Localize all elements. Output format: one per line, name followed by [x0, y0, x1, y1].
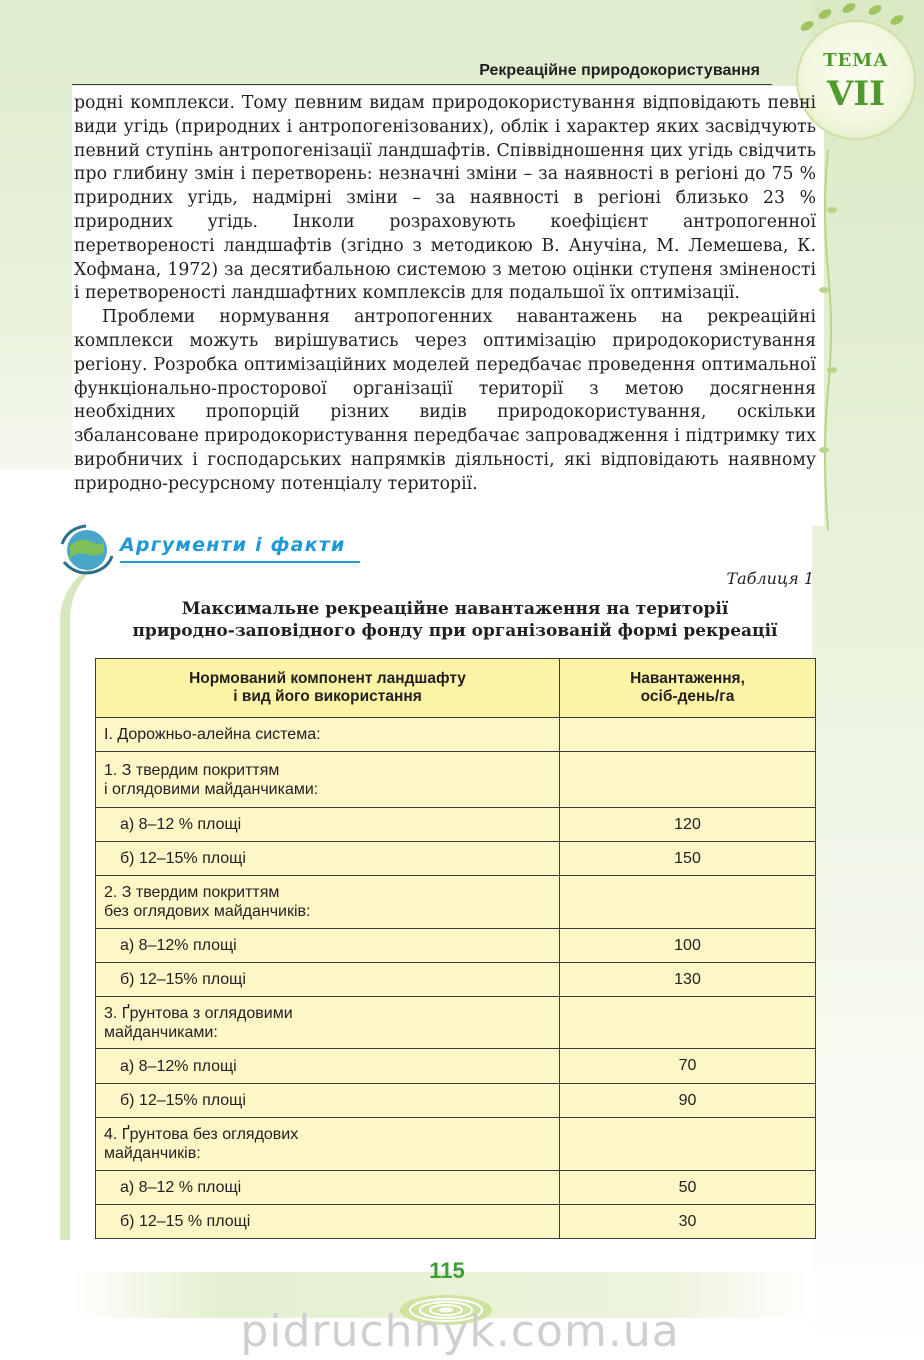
- row-label-text: без оглядових майданчиків:: [104, 903, 311, 920]
- watermark-text: pidruchnyk.com.ua: [240, 1306, 680, 1357]
- row-label: [96, 1084, 560, 1118]
- header-text: і вид його використання: [233, 688, 422, 705]
- topic-badge-number: VII: [826, 74, 886, 114]
- row-label-text: б) 12–15% площі: [120, 1092, 246, 1109]
- table-row: [96, 997, 816, 1049]
- row-label-text: а) 8–12 % площі: [120, 1179, 242, 1196]
- table-row: [96, 1118, 816, 1171]
- header-text: Нормований компонент ландшафту: [189, 670, 466, 687]
- row-label: [96, 842, 560, 876]
- row-value: 30: [560, 1205, 816, 1239]
- row-label-text: майданчиками:: [104, 1023, 218, 1041]
- row-label: [96, 1049, 560, 1084]
- table-row: [96, 1084, 816, 1118]
- table-row: [96, 929, 816, 963]
- row-label: [96, 963, 560, 997]
- header-text: Навантаження,: [630, 670, 745, 687]
- topic-badge-label: ТЕМА: [823, 50, 889, 71]
- row-value: [560, 752, 816, 808]
- row-label-text: 3. Ґрунтова з оглядовими: [104, 1004, 293, 1022]
- table-row: [96, 842, 816, 876]
- row-label-text: і оглядовими майданчиками:: [104, 780, 319, 798]
- row-value: 120: [560, 808, 816, 842]
- row-label-text: 4. Ґрунтова без оглядових: [104, 1126, 299, 1143]
- row-value: [560, 1118, 816, 1171]
- row-value: [560, 718, 816, 752]
- row-value: 50: [560, 1171, 816, 1205]
- row-label: [96, 997, 560, 1049]
- table-row: [96, 1049, 816, 1084]
- table-row: [96, 808, 816, 842]
- row-label-text: 2. З твердим покриттям: [104, 884, 280, 901]
- row-label-text: б) 12–15% площі: [120, 971, 246, 988]
- row-value: 150: [560, 842, 816, 876]
- running-header: Рекреаційне природокористування: [479, 62, 760, 79]
- row-label-text: а) 8–12% площі: [120, 1057, 237, 1075]
- row-label: [96, 1118, 560, 1171]
- row-label: [96, 718, 560, 752]
- body-text: [74, 92, 816, 497]
- section-title: Аргументи і факти: [120, 534, 346, 556]
- globe-icon: [58, 522, 116, 578]
- table-title: [96, 598, 814, 642]
- row-value: [560, 997, 816, 1049]
- row-label: [96, 808, 560, 842]
- row-label: [96, 1205, 560, 1239]
- column-header-load: [560, 659, 816, 718]
- table-row: [96, 718, 816, 752]
- row-label-text: майданчиків:: [104, 1145, 201, 1162]
- table-row: [96, 1205, 816, 1239]
- row-label: [96, 876, 560, 929]
- paragraph: Проблеми нормування антропогенних навантажень на рекреаційні комплекси можуть вирішуватись через оптимізацію природокористування регіону. Розробка оптимізаційних моделей передбачає проведення оптимальної функціонально-просторової організації території з метою досягнення необхідних пропорцій різних видів природокористування, оскільки збалансоване природокористування передбачає запровадження і підтримку тих виробничих і господарських напрямків діяльності, які відповідають наявному природно-ресурсному потенціалу території.: [74, 307, 816, 494]
- table-row: [96, 963, 816, 997]
- row-label: [96, 752, 560, 808]
- row-label-text: 1. З твердим покриттям: [104, 761, 280, 779]
- paragraph: родні комплекси. Тому певним видам природокористування відповідають певні види угідь (природних і антропогенізованих), облік і характер яких засвідчують певний ступінь антропогенізації ландшафтів. Співвідношення цих угідь свідчить про глибину змін і перетворень: незначні зміни – за наявності в регіоні до 75 % природних угідь, надмірні зміни – за наявності в регіоні близько 23 % природних угідь. Інколи розраховують коефіцієнт антропогенної перетвореності ландшафтів (згідно з методикою В. Анучіна, М. Лемешева, К. Хофмана, 1972) за десятибальною системою з метою оцінки ступеня зміненості і перетвореності ландшафтних комплексів для подальшої їх оптимізації.: [74, 93, 816, 304]
- header-divider: [72, 84, 772, 85]
- vine-decoration: [818, 150, 838, 530]
- row-value: 90: [560, 1084, 816, 1118]
- row-label-text: а) 8–12 % площі: [120, 816, 242, 833]
- table-title-line: природно-заповідного фонду при організованій формі рекреації: [132, 621, 778, 641]
- row-value: 130: [560, 963, 816, 997]
- table-row: [96, 876, 816, 929]
- table-title-line: Максимальне рекреаційне навантаження на території: [181, 599, 729, 619]
- row-value: [560, 876, 816, 929]
- row-label-text: б) 12–15% площі: [120, 850, 246, 867]
- table-row: [96, 752, 816, 808]
- row-label: [96, 1171, 560, 1205]
- row-label-text: а) 8–12% площі: [120, 937, 237, 954]
- row-value: 70: [560, 1049, 816, 1084]
- table-row: [96, 1171, 816, 1205]
- page-number: 115: [429, 1258, 465, 1283]
- recreation-load-table: [95, 658, 816, 1239]
- header-text: осіб-день/га: [640, 688, 735, 705]
- row-label-text: б) 12–15 % площі: [120, 1213, 251, 1230]
- row-label: [96, 929, 560, 963]
- column-header-component: [96, 659, 560, 718]
- row-value: 100: [560, 929, 816, 963]
- table-caption: Таблиця 1: [726, 569, 814, 588]
- row-label-text: І. Дорожньо-алейна система:: [104, 726, 321, 743]
- section-title-underline: [120, 561, 360, 563]
- table-header-row: [96, 659, 816, 718]
